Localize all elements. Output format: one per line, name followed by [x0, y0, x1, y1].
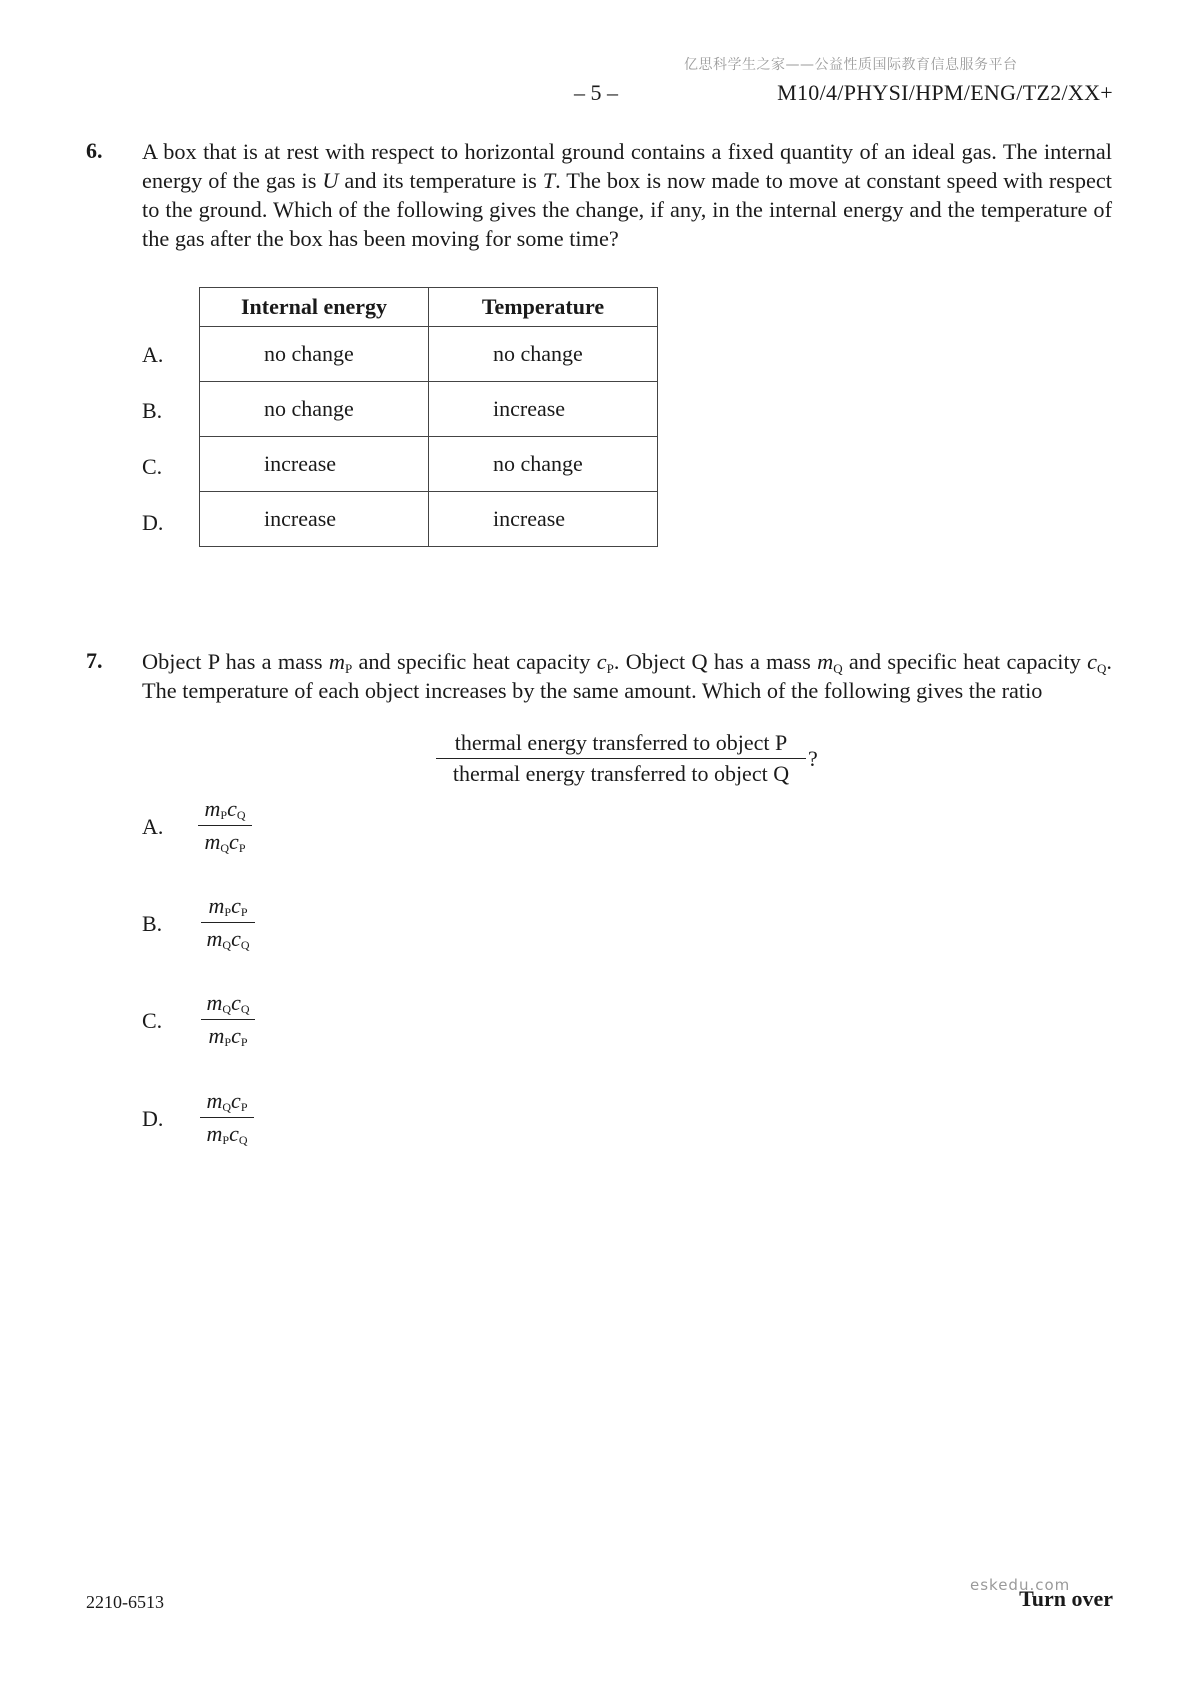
turn-over-label: Turn over — [1019, 1586, 1113, 1611]
option-a-label: A. — [142, 342, 164, 367]
row-b-temperature: increase — [429, 382, 658, 437]
q7-option-a-fraction: $m_Pc_Q$ $m_Qc_P$ — [198, 796, 252, 855]
row-c-internal-energy: increase — [200, 437, 429, 492]
q7-option-d-fraction: $m_Qc_P$ $m_Pc_Q$ — [200, 1088, 254, 1147]
q7-option-b-fraction: $m_Pc_P$ $m_Qc_Q$ — [201, 893, 255, 952]
row-a-internal-energy: no change — [200, 327, 429, 382]
q7-option-c-fraction: $m_Qc_Q$ $m_Pc_P$ — [201, 990, 255, 1049]
row-a-temperature: no change — [429, 327, 658, 382]
ratio-denominator: thermal energy transferred to object Q — [452, 761, 790, 786]
question-6-number: 6. — [86, 138, 103, 163]
q7-option-c-label: C. — [142, 1008, 163, 1033]
footer-code: 2210-6513 — [86, 1592, 164, 1612]
ratio-fraction — [436, 730, 806, 787]
row-d-temperature: increase — [429, 492, 658, 547]
table-row — [200, 382, 658, 437]
table-row — [200, 492, 658, 547]
q7-option-d-label: D. — [142, 1106, 164, 1131]
ratio-question-mark: ? — [808, 746, 818, 771]
variable-T: T — [542, 168, 556, 193]
header-watermark: 亿思科学生之家——公益性质国际教育信息服务平台 — [684, 57, 1018, 73]
table-row — [200, 437, 658, 492]
footer-watermark: eskedu.com — [970, 1576, 1071, 1594]
page-number: – 5 – — [574, 80, 618, 105]
option-d-label: D. — [142, 510, 164, 535]
question-7-text: Object P has a mass $m_P$ and specific heat capacity $c_P$. Object Q has a mass $m_Q$ and specific heat capacity $c_Q$. The temperature of each object increases by the same amount. Which of the following gives the ratio — [142, 649, 1112, 703]
header-temperature: Temperature — [429, 288, 658, 327]
option-c-label: C. — [142, 454, 163, 479]
option-b-label: B. — [142, 398, 163, 423]
ratio-numerator: thermal energy transferred to object P — [436, 730, 806, 759]
variable-U: U — [322, 168, 339, 193]
q7-option-a-label: A. — [142, 814, 164, 839]
question-7-number: 7. — [86, 648, 103, 673]
row-d-internal-energy: increase — [200, 492, 429, 547]
q7-option-b-label: B. — [142, 911, 163, 936]
table-header-row — [200, 288, 658, 327]
row-b-internal-energy: no change — [200, 382, 429, 437]
paper-code: M10/4/PHYSI/HPM/ENG/TZ2/XX+ — [777, 80, 1113, 105]
table-row — [200, 327, 658, 382]
question-6-text: A box that is at rest with respect to horizontal ground contains a fixed quantity of an ideal gas. The internal energy of the gas is U and its temperature is T. The box is now made to move at constant speed with respect to the ground. Which of the following gives the change, if any, in the internal energy and the temperature of the gas after the box has been moving for some time? — [142, 139, 1113, 251]
question-6-answer-table — [199, 287, 658, 547]
row-c-temperature: no change — [429, 437, 658, 492]
header-internal-energy: Internal energy — [200, 288, 429, 327]
